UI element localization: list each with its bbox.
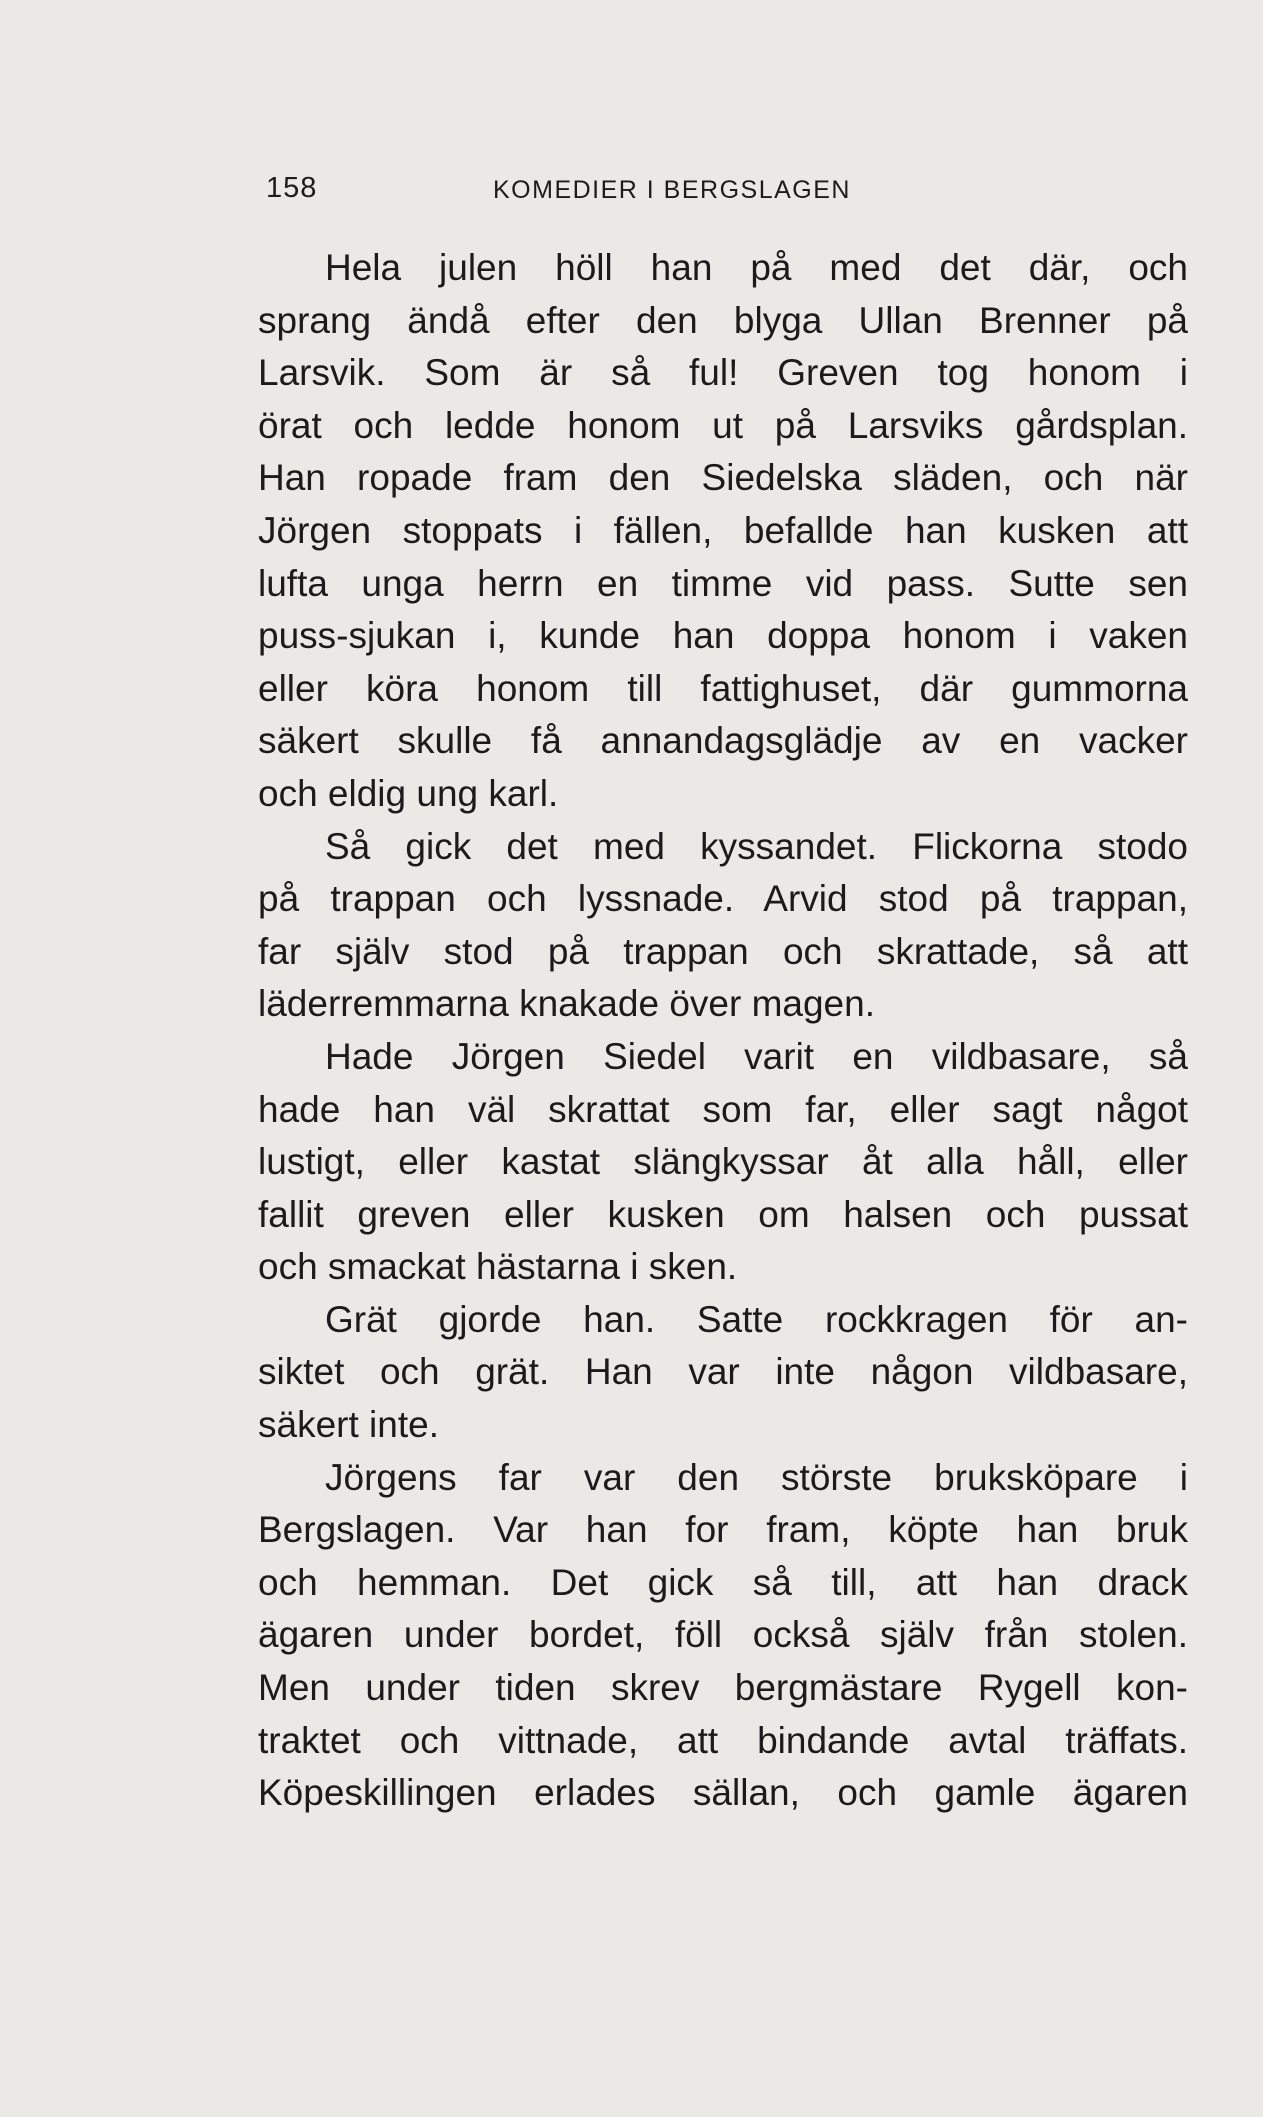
text-line: på trappan och lyssnade. Arvid stod på trappan, [258,878,1188,920]
text-line: ägaren under bordet, föll också själv från stolen. [258,1614,1188,1656]
text-line: fallit greven eller kusken om halsen och pussat [258,1193,1188,1235]
text-line: Jörgens far var den störste bruksköpare i [325,1456,1188,1498]
text-line: traktet och vittnade, att bindande avtal träffats. [258,1719,1188,1761]
text-line: eller köra honom till fattighuset, där gummorna [258,667,1188,709]
text-line: läderremmarna knakade över magen. [258,983,875,1025]
body-text [258,242,1188,1820]
running-head [258,168,1188,210]
text-line: Men under tiden skrev bergmästare Rygell kon- [258,1667,1188,1709]
text-line: Han ropade fram den Siedelska släden, och när [258,457,1188,499]
text-line: Grät gjorde han. Satte rockkragen för an- [325,1298,1188,1340]
text-line: säkert inte. [258,1404,439,1446]
text-line: säkert skulle få annandagsglädje av en vacker [258,720,1188,762]
text-line: och smackat hästarna i sken. [258,1246,738,1288]
text-line: Larsvik. Som är så ful! Greven tog honom i [258,352,1188,394]
text-line: far själv stod på trappan och skrattade, så att [258,930,1188,972]
text-line: lustigt, eller kastat slängkyssar åt alla håll, eller [258,1141,1188,1183]
text-line: Så gick det med kyssandet. Flickorna stodo [325,825,1188,867]
text-line: siktet och grät. Han var inte någon vildbasare, [258,1351,1188,1393]
text-line: Bergslagen. Var han for fram, köpte han bruk [258,1509,1188,1551]
text-line: örat och ledde honom ut på Larsviks gårdsplan. [258,404,1188,446]
page-number: 158 [266,172,318,204]
book-title: KOMEDIER I BERGSLAGEN [493,176,851,204]
text-line: och eldig ung karl. [258,772,559,814]
text-line: hade han väl skrattat som far, eller sagt något [258,1088,1188,1130]
text-line: sprang ändå efter den blyga Ullan Brenner på [258,299,1188,341]
text-line: puss-sjukan i, kunde han doppa honom i vaken [258,615,1188,657]
text-line: och hemman. Det gick så till, att han drack [258,1561,1188,1603]
text-line: Hela julen höll han på med det där, och [325,247,1188,288]
text-line: Köpeskillingen erlades sällan, och gamle ägaren [258,1772,1188,1814]
text-line: lufta unga herrn en timme vid pass. Sutte sen [258,562,1188,604]
text-line: Hade Jörgen Siedel varit en vildbasare, så [325,1035,1188,1077]
text-line: Jörgen stoppats i fällen, befallde han kusken att [258,509,1188,551]
